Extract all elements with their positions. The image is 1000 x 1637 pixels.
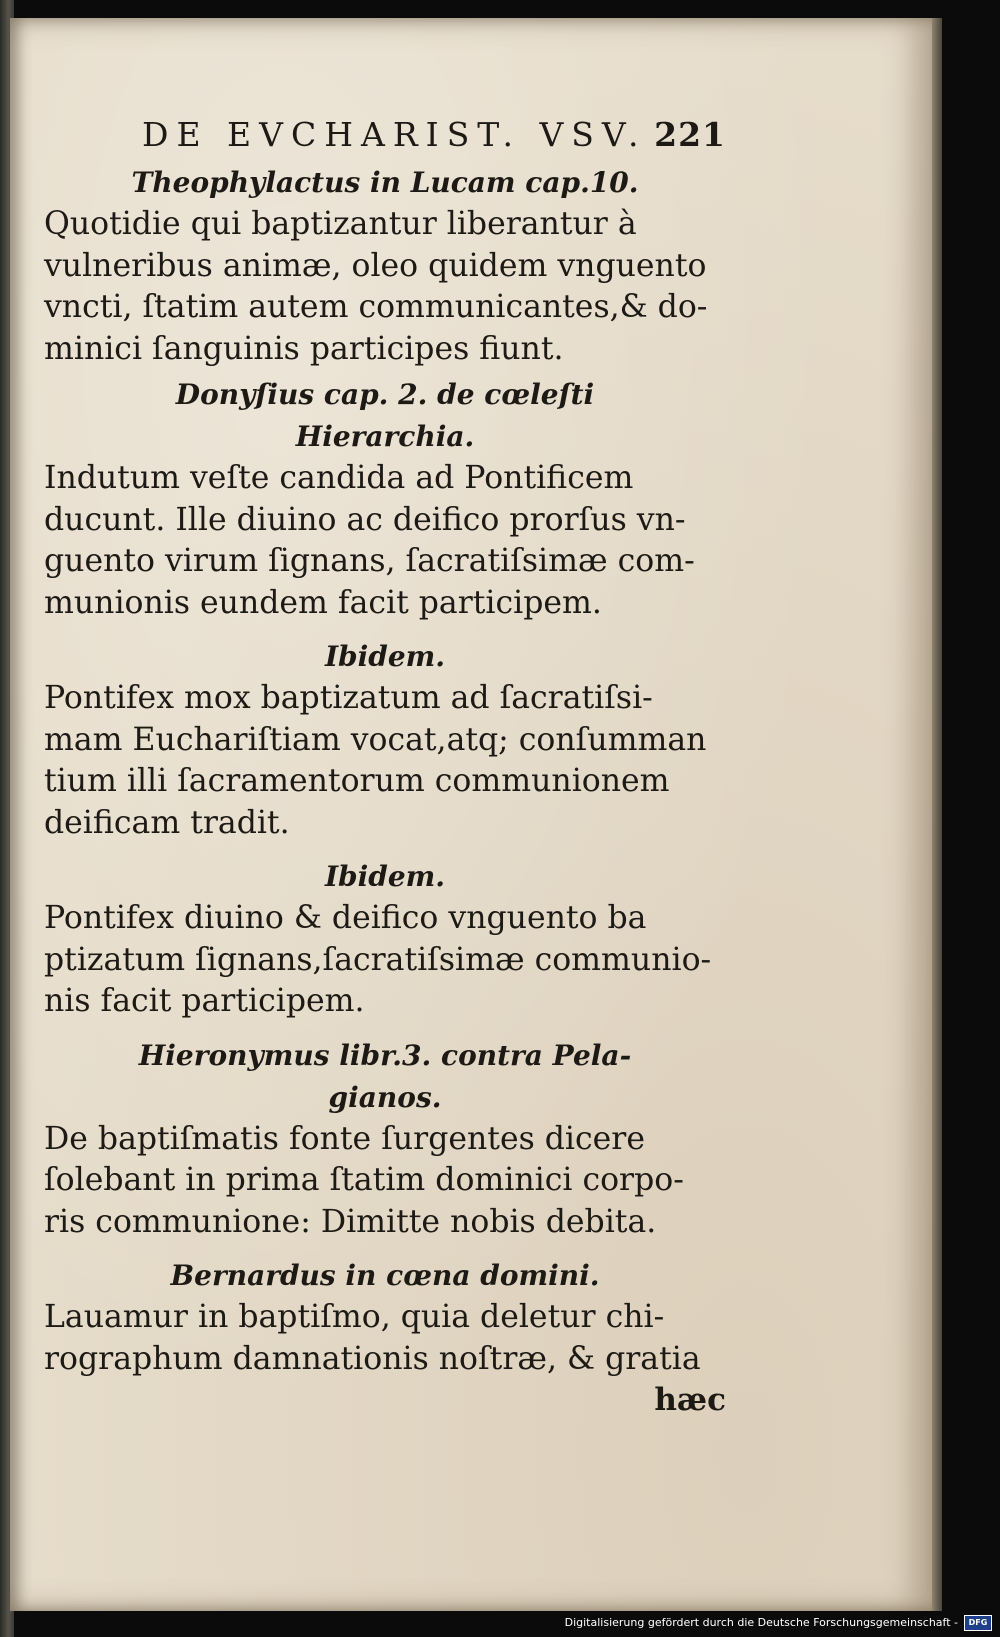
heading-line: Hierarchia.: [295, 420, 475, 453]
paragraph: [44, 204, 726, 370]
section-heading: [44, 162, 726, 204]
text-line: tium illi ſacramentorum communionem: [44, 763, 670, 799]
section-heading: [44, 856, 726, 898]
text-line: Lauamur in baptiſmo, quia deletur chi-: [44, 1299, 665, 1335]
text-line: ptizatum ſignans,ſacratiſsimæ communio-: [44, 941, 712, 978]
page-edge: [932, 18, 942, 1611]
running-head-title: DE EVCHARIST. VSV.: [142, 115, 647, 154]
heading-line: Donyſius cap. 2. de cœleſti: [175, 378, 595, 411]
paragraph: [44, 1119, 726, 1244]
text-line: ſolebant in prima ſtatim dominici corpo-: [44, 1162, 684, 1198]
text-line: rographum damnationis noſtræ, & gratia: [44, 1340, 701, 1377]
heading-line: Ibidem.: [324, 860, 446, 893]
running-head: [44, 108, 726, 162]
paragraph: [44, 898, 726, 1023]
text-line: guento virum ſignans, ſacratiſsimæ com-: [44, 543, 695, 579]
section-heading: [44, 636, 726, 678]
heading-line: gianos.: [328, 1080, 442, 1114]
text-line: ris communione: Dimitte nobis debita.: [44, 1203, 657, 1240]
text-line: nis facit participem.: [44, 983, 365, 1019]
catchword: hæc: [654, 1382, 726, 1418]
heading-line: Theophylactus in Lucam cap.10.: [131, 166, 639, 199]
digitization-credit: [565, 1614, 992, 1632]
text-line: vncti, ſtatim autem communicantes,& do-: [44, 289, 708, 325]
dfg-logo-icon: DFG: [964, 1615, 992, 1631]
text-line: Quotidie qui baptizantur liberantur à: [44, 206, 637, 242]
text-line: Pontifex mox baptizatum ad ſacratiſsi-: [44, 680, 653, 716]
paragraph: [44, 458, 726, 624]
text-line: munionis eundem facit participem.: [44, 584, 602, 621]
text-line: Pontifex diuino & deifico vnguento ba: [44, 900, 647, 936]
text-line: ducunt. Ille diuino ac deifico prorſus vn-: [44, 501, 686, 538]
text-line: mam Euchariſtiam vocat,atq; conſumman: [44, 721, 707, 758]
paragraph: [44, 678, 726, 844]
text-line: minici ſanguinis participes fiunt.: [44, 330, 564, 367]
text-line: Indutum veſte candida ad Pontificem: [44, 460, 634, 496]
heading-line: Bernardus in cœna domini.: [170, 1259, 600, 1292]
section-heading: [44, 1035, 726, 1119]
page-number: 221: [654, 115, 726, 154]
book-page: [10, 18, 932, 1611]
section-heading: [44, 1255, 726, 1297]
heading-line: Hieronymus libr.3. contra Pela-: [138, 1038, 632, 1072]
section-heading: [44, 374, 726, 458]
heading-line: Ibidem.: [324, 640, 446, 673]
page-text: [44, 108, 726, 1421]
text-line: deificam tradit.: [44, 804, 290, 841]
text-line: De baptiſmatis fonte ſurgentes dicere: [44, 1120, 645, 1157]
credit-text: Digitalisierung gefördert durch die Deutsche Forschungsgemeinschaft -: [564, 1616, 958, 1629]
paragraph: [44, 1297, 726, 1380]
text-line: vulneribus animæ, oleo quidem vnguento: [44, 247, 707, 284]
